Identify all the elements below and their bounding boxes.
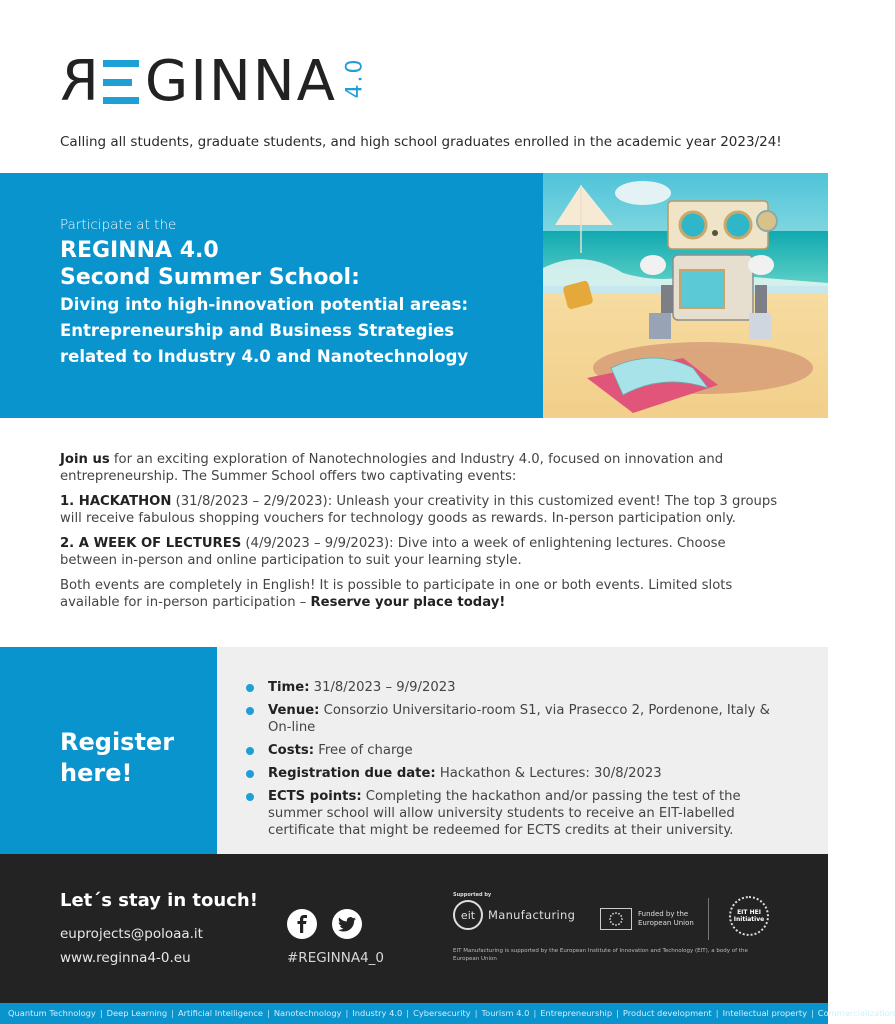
eu-text-line: Funded by the <box>638 910 689 918</box>
closing-text: Both events are completely in English! It is possible to participate in one or both events. Limited slots available for in-person participation – <box>60 578 733 610</box>
tag-separator: | <box>171 1008 174 1018</box>
tag-separator: | <box>406 1008 410 1018</box>
bullet-icon <box>246 707 254 715</box>
supported-by-label: Supported by <box>453 892 492 898</box>
eu-text-line: European Union <box>638 919 694 927</box>
detail-registration-due <box>246 765 791 782</box>
detail-value: 31/8/2023 – 9/9/2023 <box>309 680 456 695</box>
eit-support-note: EIT Manufacturing is supported by the European Institute of Innovation and Technology (EIT), a body of the European Union <box>453 948 748 962</box>
eu-flag-icon <box>600 908 632 930</box>
hashtag: #REGINNA4_0 <box>287 950 385 966</box>
tag-separator: | <box>99 1008 103 1018</box>
twitter-icon[interactable] <box>332 909 362 939</box>
intro-text <box>60 451 780 619</box>
eit-hei-initiative-badge <box>729 896 769 936</box>
hero-subtitle-line: Entrepreneurship and Business Strategies <box>60 321 455 340</box>
register-label-line: Register <box>60 728 175 756</box>
detail-label: ECTS points: <box>268 789 362 804</box>
robot-beach-illustration <box>543 173 828 418</box>
tag-separator: | <box>811 1008 814 1018</box>
hero-text <box>60 217 468 369</box>
facebook-icon[interactable] <box>287 909 317 939</box>
sponsor-divider <box>708 898 709 940</box>
intro-paragraph <box>60 451 780 485</box>
register-here-button[interactable] <box>0 647 217 854</box>
logo-text: GINNA <box>144 49 337 114</box>
logo-letter-e-bars <box>103 60 139 104</box>
topic-tag: Industry 4.0 <box>352 1008 403 1018</box>
sponsor-logos <box>453 892 813 962</box>
hackathon-title: 1. HACKATHON <box>60 494 172 509</box>
lectures-paragraph <box>60 535 780 569</box>
topic-tag: Commercialization <box>817 1008 895 1018</box>
hero-subtitle-line: Diving into high-innovation potential areas: <box>60 295 469 314</box>
topic-tag-bar <box>0 1003 895 1024</box>
bullet-icon <box>246 793 254 801</box>
eu-funded-text <box>638 910 694 928</box>
tag-separator: | <box>533 1008 537 1018</box>
social-links <box>287 909 362 939</box>
topic-tag: Tourism 4.0 <box>481 1008 530 1018</box>
contact-title: Let´s stay in touch! <box>60 890 258 911</box>
detail-value: Completing the hackathon and/or passing the test of the summer school will allow university students to receive an EIT-labelled certificate that might be redeemed for ECTS credits at their university. <box>268 789 741 838</box>
detail-costs <box>246 742 791 759</box>
detail-value: Hackathon & Lectures: 30/8/2023 <box>435 766 662 781</box>
hero-title-line-2: Second Summer School: <box>60 265 360 290</box>
hero-pre-title: Participate at the <box>60 217 177 233</box>
footer <box>0 854 828 1003</box>
bullet-icon <box>246 747 254 755</box>
detail-label: Time: <box>268 680 310 695</box>
topic-tag: Quantum Technology <box>8 1008 96 1018</box>
eit-logo-name: Manufacturing <box>488 908 576 922</box>
lectures-title: 2. A WEEK OF LECTURES <box>60 536 242 551</box>
bullet-icon <box>246 770 254 778</box>
detail-label: Registration due date: <box>268 766 436 781</box>
hero-subtitle-line: related to Industry 4.0 and Nanotechnology <box>60 347 469 366</box>
intro-paragraph-text: for an exciting exploration of Nanotechnologies and Industry 4.0, focused on innovation and entrepreneurship. The Summer School offers two captivating events: <box>60 452 724 484</box>
contact-email-link[interactable]: euprojects@poloaa.it <box>60 926 203 942</box>
hei-badge-line: EIT HEI <box>737 909 761 916</box>
intro-lead: Join us <box>60 452 110 467</box>
topic-tag: Product development <box>622 1008 712 1018</box>
eu-funded-logo <box>600 908 694 930</box>
topic-tag: Entrepreneurship <box>540 1008 613 1018</box>
register-here-label <box>60 727 174 789</box>
website-link[interactable]: www.reginna4-0.eu <box>60 950 191 966</box>
tag-separator: | <box>345 1008 349 1018</box>
detail-venue <box>246 702 791 736</box>
logo-letter-r: R <box>58 49 99 114</box>
hero-title-line-1: REGINNA 4.0 <box>60 238 219 263</box>
event-details-list <box>246 679 791 845</box>
detail-label: Costs: <box>268 743 315 758</box>
detail-value: Consorzio Universitario-room S1, via Prasecco 2, Pordenone, Italy & On-line <box>268 703 770 735</box>
topic-tag: Intellectual property <box>722 1008 807 1018</box>
detail-label: Venue: <box>268 703 320 718</box>
lectures-text: (4/9/2023 – 9/9/2023): Dive into a week of enlightening lectures. Choose between in-person and online participation to suit your learning style. <box>60 536 726 568</box>
tagline: Calling all students, graduate students, and high school graduates enrolled in the academic year 2023/24! <box>60 134 782 150</box>
closing-paragraph <box>60 577 780 611</box>
topic-tag: Nanotechnology <box>273 1008 342 1018</box>
hei-badge-line: Initiative <box>733 916 765 923</box>
tag-separator: | <box>474 1008 478 1018</box>
register-section <box>0 647 828 854</box>
detail-time <box>246 679 791 696</box>
bullet-icon <box>246 684 254 692</box>
tag-separator: | <box>715 1008 719 1018</box>
hero-robot-beach-image <box>543 173 828 418</box>
tag-separator: | <box>616 1008 619 1018</box>
logo-wordmark <box>58 49 376 114</box>
eit-manufacturing-logo <box>453 900 575 930</box>
topic-tag: Deep Learning <box>106 1008 168 1018</box>
hackathon-paragraph <box>60 493 780 527</box>
register-label-line: here! <box>60 759 133 787</box>
reginna-logo[interactable] <box>58 49 376 114</box>
reserve-callout: Reserve your place today! <box>310 595 506 610</box>
logo-version: 4.0 <box>342 57 368 99</box>
header <box>0 0 828 173</box>
detail-ects <box>246 788 791 839</box>
detail-value: Free of charge <box>314 743 413 758</box>
hackathon-text: (31/8/2023 – 2/9/2023): Unleash your creativity in this customized event! The top 3 groups will receive fabulous shopping vouchers for technology goods as rewards. In-person participation only. <box>60 494 778 526</box>
eit-logo-mark: eit <box>453 900 483 930</box>
topic-tag: Cybersecurity <box>413 1008 471 1018</box>
topic-tag: Artificial Intelligence <box>177 1008 264 1018</box>
hero-banner <box>0 173 828 418</box>
tag-separator: | <box>267 1008 270 1018</box>
